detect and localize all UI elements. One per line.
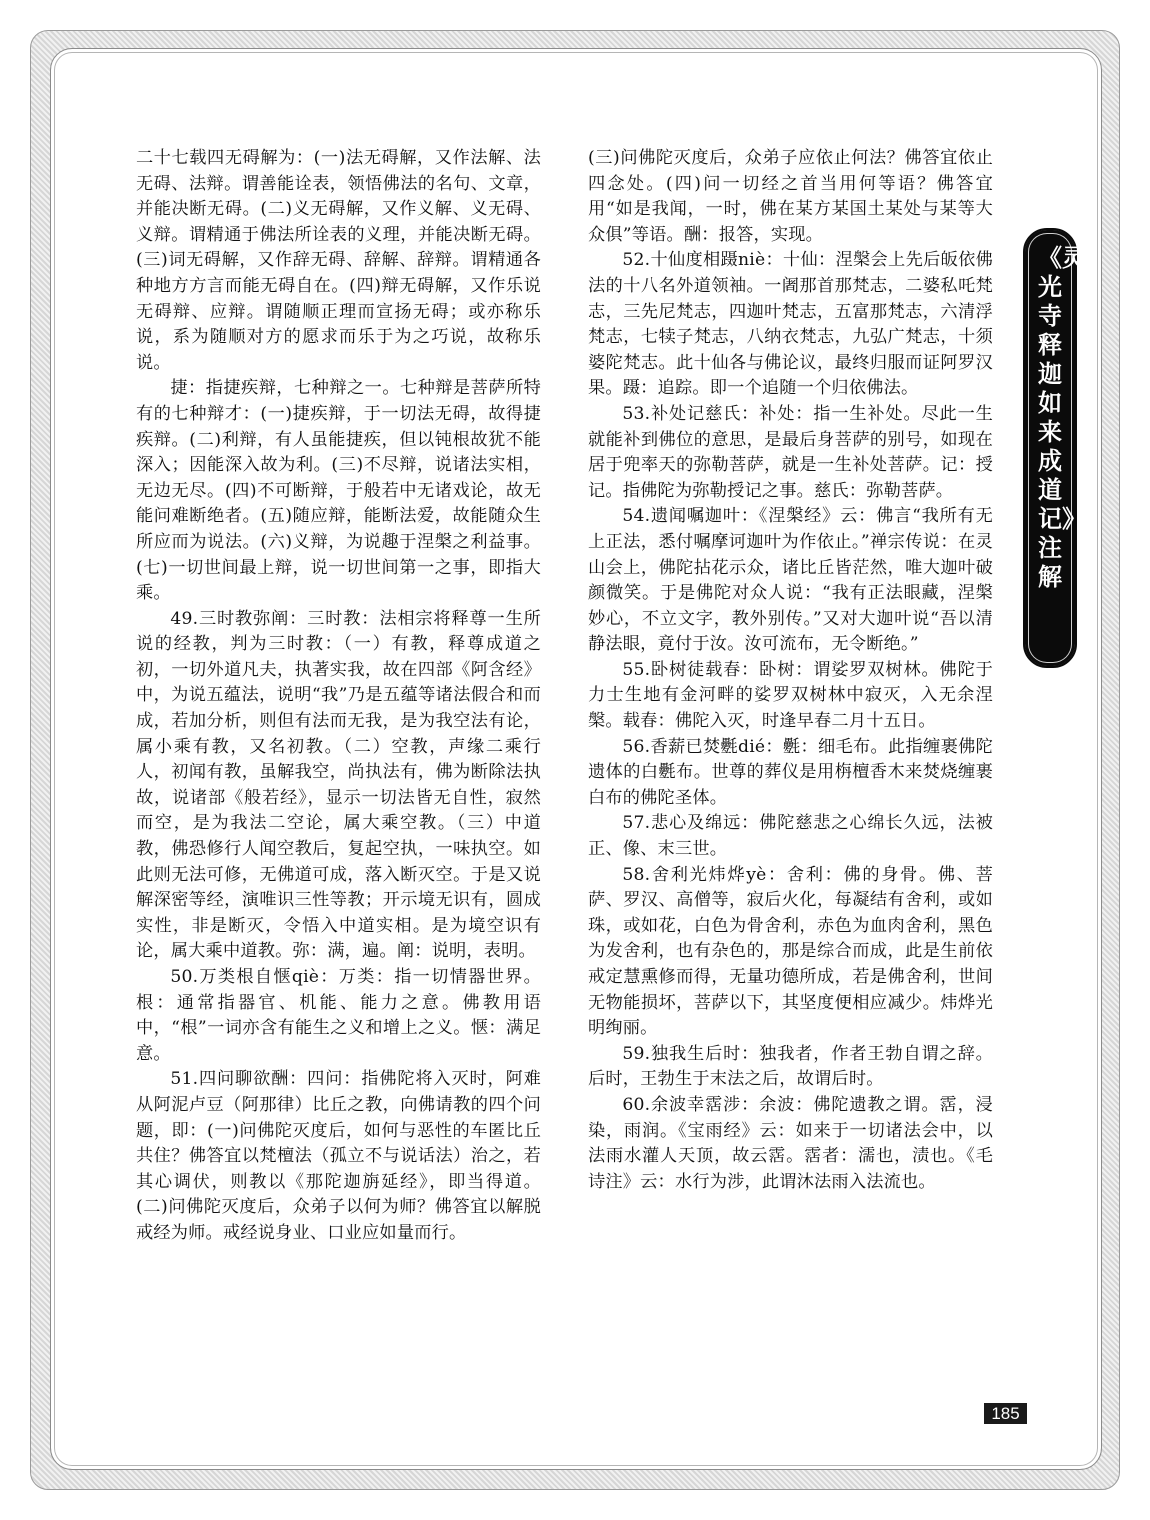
paragraph: 49.三时教弥阐：三时教：法相宗将释尊一生所说的经教，判为三时教：（一）有教，释尊成道之初，一切外道凡夫，执著实我，故在四部《阿含经》中，为说五蕴法，说明“我”乃是五蕴等诸法假合和而成，若加分析，则但有法而无我，是为我空法有论，属小乘有教，又名初教。（二）空教，声缘二乘行人，初闻有教，虽解我空，尚执法有，佛为断除法执故，说诸部《般若经》，显示一切法皆无自性，寂然而空，是为我法二空论，属大乘空教。（三）中道教，佛恐修行人闻空教后，复起空执，一味执空。如此则无法可修，无佛道可成，落入断灭空。于是又说解深密等经，演唯识三性等教；开示境无识有，圆成实性，非是断灭，令悟入中道实相。是为境空识有论，属大乘中道教。弥：满，遍。阐：说明，表明。 (136, 608, 541, 962)
section-title: 《灵光寺释迦如来成道记》注解 (1038, 244, 1086, 591)
paragraph: 60.余波幸霑涉：余波：佛陀遗教之谓。霑，浸染，雨润。《宝雨经》云：如来于一切诸法会中，以法雨水灌人天顶，故云霑。霑者：濡也，渍也。《毛诗注》云：水行为涉，此谓沐法雨入法流也。 (588, 1094, 993, 1192)
paragraph: 50.万类根自惬qiè：万类：指一切情器世界。根：通常指器官、机能、能力之意。佛教用语中，“根”一词亦含有能生之义和增上之义。惬：满足意。 (136, 967, 541, 1064)
paragraph: 57.悲心及绵远：佛陀慈悲之心绵长久远，法被正、像、末三世。 (588, 813, 993, 860)
section-title-tab (1023, 228, 1086, 668)
paragraph: 55.卧树徒载春：卧树：谓娑罗双树林。佛陀于力士生地有金河畔的娑罗双树林中寂灭，入无余涅槃。载春：佛陀入灭，时逢早春二月十五日。 (588, 659, 993, 732)
left-text-column (136, 146, 541, 1247)
paragraph: 捷：指捷疾辩，七种辩之一。七种辩是菩萨所特有的七种辩才：(一)捷疾辩，于一切法无碍，故得捷疾辩。(二)利辩，有人虽能捷疾，但以钝根故犹不能深入；因能深入故为利。(三)不尽辩，说诸法实相，无边无尽。(四)不可断辩，于般若中无诸戏论，故无能问难断绝者。(五)随应辩，能断法爱，故能随众生所应而为说法。(六)义辩，为说趣于涅槃之利益事。(七)一切世间最上辩，说一切世间第一之事，即指大乘。 (136, 378, 541, 604)
paragraph: 52.十仙度相蹑niè：十仙：涅槃会上先后皈依佛法的十八名外道领袖。一阇那首那梵志，二婆私吒梵志，三先尼梵志，四迦叶梵志，五富那梵志，六清浮梵志，七犊子梵志，八纳衣梵志，九弘广梵志，十须婆陀梵志。此十仙各与佛论议，最终归服而证阿罗汉果。蹑：追踪。即一个追随一个归依佛法。 (588, 250, 993, 399)
paragraph: 二十七载四无碍解为：(一)法无碍解，又作法解、法无碍、法辩。谓善能诠表，领悟佛法的名句、文章，并能决断无碍。(二)义无碍解，又作义解、义无碍、义辩。谓精通于佛法所诠表的义理，并能决断无碍。(三)词无碍解，又作辞无碍、辞解、辞辩。谓精通各种地方方言而能无碍自在。(四)辩无碍解，又作乐说无碍辩、应辩。谓随顺正理而宣扬无碍；或亦称乐说，系为随顺对方的愿求而乐于为之巧说，故称乐说。 (136, 148, 541, 373)
paragraph: 51.四问聊欲酬：四问：指佛陀将入灭时，阿难从阿泥卢豆（阿那律）比丘之教，向佛请教的四个问题，即：(一)问佛陀灭度后，如何与恶性的车匿比丘共住？佛答宜以梵檀法（孤立不与说话法）治之，若其心调伏，则教以《那陀迦旃延经》，即当得道。(二)问佛陀灭度后，众弟子以何为师？佛答宜以解脱戒经为师。戒经说身业、口业应如量而行。 (136, 1069, 541, 1243)
right-text-column (588, 146, 993, 1195)
paragraph: 56.香薪已焚氎dié：氎：细毛布。此指缠裹佛陀遗体的白氎布。世尊的葬仪是用栴檀香木来焚烧缠裹白布的佛陀圣体。 (588, 736, 993, 808)
page-number: 185 (984, 1403, 1027, 1424)
paragraph: 58.舍利光炜烨yè：舍利：佛的身骨。佛、菩萨、罗汉、高僧等，寂后火化，每凝结有舍利，或如珠，或如花，白色为骨舍利，赤色为血肉舍利，黑色为发舍利，也有杂色的，那是综合而成，此是生前依戒定慧熏修而得，无量功德所成，若是佛舍利，世间无物能损坏，菩萨以下，其坚度便相应减少。炜烨光明绚丽。 (588, 864, 993, 1039)
paragraph: 53.补处记慈氏：补处：指一生补处。尽此一生就能补到佛位的意思，是最后身菩萨的别号，如现在居于兜率天的弥勒菩萨，就是一生补处菩萨。记：授记。指佛陀为弥勒授记之事。慈氏：弥勒菩萨。 (588, 403, 993, 501)
paragraph: (三)问佛陀灭度后，众弟子应依止何法？佛答宜依止四念处。(四)问一切经之首当用何等语？佛答宜用“如是我闻，一时，佛在某方某国土某处与某等大众俱”等语。酬：报答，实现。 (588, 148, 993, 245)
paragraph: 59.独我生后时：独我者，作者王勃自谓之辞。后时，王勃生于末法之后，故谓后时。 (588, 1043, 993, 1090)
paragraph: 54.遗闻嘱迦叶：《涅槃经》云：佛言“我所有无上正法，悉付嘱摩诃迦叶为作依止。”禅宗传说：在灵山会上，佛陀拈花示众，诸比丘皆茫然，唯大迦叶破颜微笑。于是佛陀对众人说：“我有正法眼藏，涅槃妙心，不立文字，教外别传。”又对大迦叶说“吾以清静法眼，竟付于汝。汝可流布，无令断绝。” (588, 506, 993, 655)
